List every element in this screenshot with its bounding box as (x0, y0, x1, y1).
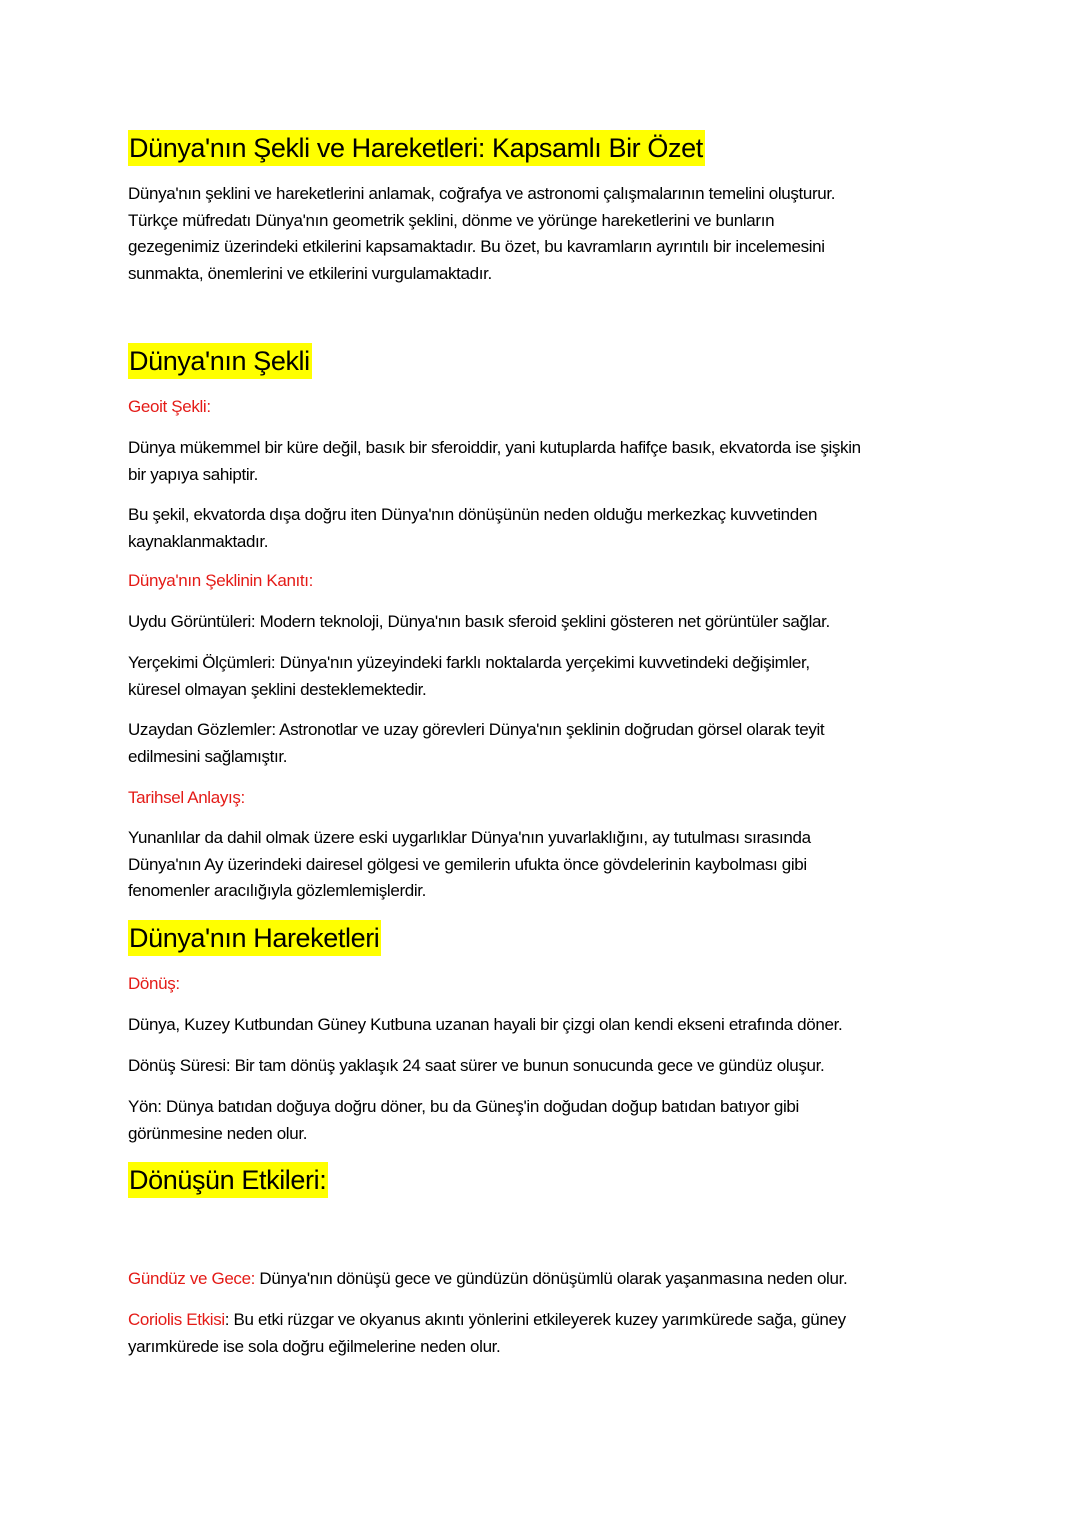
text-line: Dünya, Kuzey Kutbundan Güney Kutbuna uzanan hayali bir çizgi olan kendi ekseni etrafında döner. (128, 1015, 843, 1034)
day-night-paragraph (128, 1266, 958, 1293)
section-effects-heading: Dönüşün Etkileri: (128, 1162, 328, 1198)
geoid-paragraph-1 (128, 435, 958, 488)
geoid-paragraph-2 (128, 502, 958, 555)
text-line: Dönüş Süresi: Bir tam dönüş yaklaşık 24 saat sürer ve bunun sonucunda gece ve gündüz oluşur. (128, 1056, 825, 1075)
text-line: Dünya'nın Ay üzerindeki dairesel gölgesi ve gemilerin ufukta önce gövdelerinin kaybolması gibi (128, 854, 807, 874)
evidence-subheading: Dünya'nın Şeklinin Kanıtı: (128, 571, 314, 590)
intro-line: gezegenimiz üzerindeki etkilerini kapsamaktadır. Bu özet, bu kavramların ayrıntılı bir incelemesini (128, 237, 825, 256)
intro-line: Türkçe müfredatı Dünya'nın geometrik şeklini, dönme ve yörünge hareketlerini ve bunların (128, 210, 775, 230)
text-line: Dünya mükemmel bir küre değil, basık bir sferoiddir, yani kutuplarda hafifçe basık, ekvatorda ise şişkin (128, 438, 861, 457)
rotation-paragraph-1 (128, 1012, 958, 1039)
intro-line: Dünya'nın şeklini ve hareketlerini anlamak, coğrafya ve astronomi çalışmalarının temelini oluşturur. (128, 184, 836, 203)
evidence-paragraph-3 (128, 717, 958, 770)
section-effects-heading-block (128, 1162, 958, 1198)
geoid-subheading: Geoit Şekli: (128, 397, 211, 416)
coriolis-colon: : (224, 1310, 230, 1329)
section-shape-heading: Dünya'nın Şekli (128, 343, 312, 379)
text-line: Uydu Görüntüleri: Modern teknoloji, Dünya'nın basık sferoid şeklini gösteren net görüntüler sağlar. (128, 612, 830, 631)
evidence-paragraph-2 (128, 650, 958, 703)
text-line: fenomenler aracılığıyla gözlemlemişlerdir. (128, 881, 427, 900)
text-line: görünmesine neden olur. (128, 1123, 308, 1143)
text-line (128, 1266, 958, 1293)
section-motion-heading-block (128, 920, 958, 956)
text-line: bir yapıya sahiptir. (128, 464, 259, 484)
rotation-paragraph-3 (128, 1094, 958, 1147)
intro-paragraph (128, 181, 958, 287)
coriolis-paragraph (128, 1307, 958, 1360)
text-line: küresel olmayan şeklini desteklemektedir. (128, 679, 427, 699)
text-line: kaynaklanmaktadır. (128, 531, 269, 551)
text-line: Uzaydan Gözlemler: Astronotlar ve uzay görevleri Dünya'nın şeklinin doğrudan görsel olarak teyit (128, 720, 825, 739)
rotation-paragraph-2 (128, 1053, 958, 1080)
section-motion-heading: Dünya'nın Hareketleri (128, 920, 381, 956)
section-shape-heading-block (128, 343, 958, 379)
text-line: Yerçekimi Ölçümleri: Dünya'nın yüzeyindeki farklı noktalarda yerçekimi kuvvetindeki değişimler, (128, 653, 810, 672)
intro-line: sunmakta, önemlerini ve etkilerini vurgulamaktadır. (128, 263, 492, 283)
text-line (128, 1307, 958, 1334)
rotation-subheading: Dönüş: (128, 974, 180, 993)
text-line: Bu şekil, ekvatorda dışa doğru iten Dünya'nın dönüşünün neden olduğu merkezkaç kuvvetinden (128, 505, 818, 524)
evidence-paragraph-1 (128, 609, 958, 636)
history-subheading: Tarihsel Anlayış: (128, 788, 245, 807)
text-line: edilmesini sağlamıştır. (128, 746, 288, 766)
day-night-text: Dünya'nın dönüşü gece ve gündüzün dönüşümlü olarak yaşanmasına neden olur. (255, 1269, 848, 1288)
history-paragraph (128, 825, 958, 905)
day-night-label: Gündüz ve Gece: (128, 1269, 256, 1288)
coriolis-label: Coriolis Etkisi (128, 1310, 225, 1329)
text-line: Yunanlılar da dahil olmak üzere eski uygarlıklar Dünya'nın yuvarlaklığını, ay tutulması sırasında (128, 828, 811, 847)
text-line: Yön: Dünya batıdan doğuya doğru döner, bu da Güneş'in doğudan doğup batıdan batıyor gibi (128, 1097, 799, 1116)
coriolis-text: Bu etki rüzgar ve okyanus akıntı yönlerini etkileyerek kuzey yarımkürede sağa, güney (229, 1310, 846, 1329)
document-title-block (128, 130, 958, 166)
document-title: Dünya'nın Şekli ve Hareketleri: Kapsamlı Bir Özet (128, 130, 705, 166)
text-line: yarımkürede ise sola doğru eğilmelerine neden olur. (128, 1336, 501, 1356)
